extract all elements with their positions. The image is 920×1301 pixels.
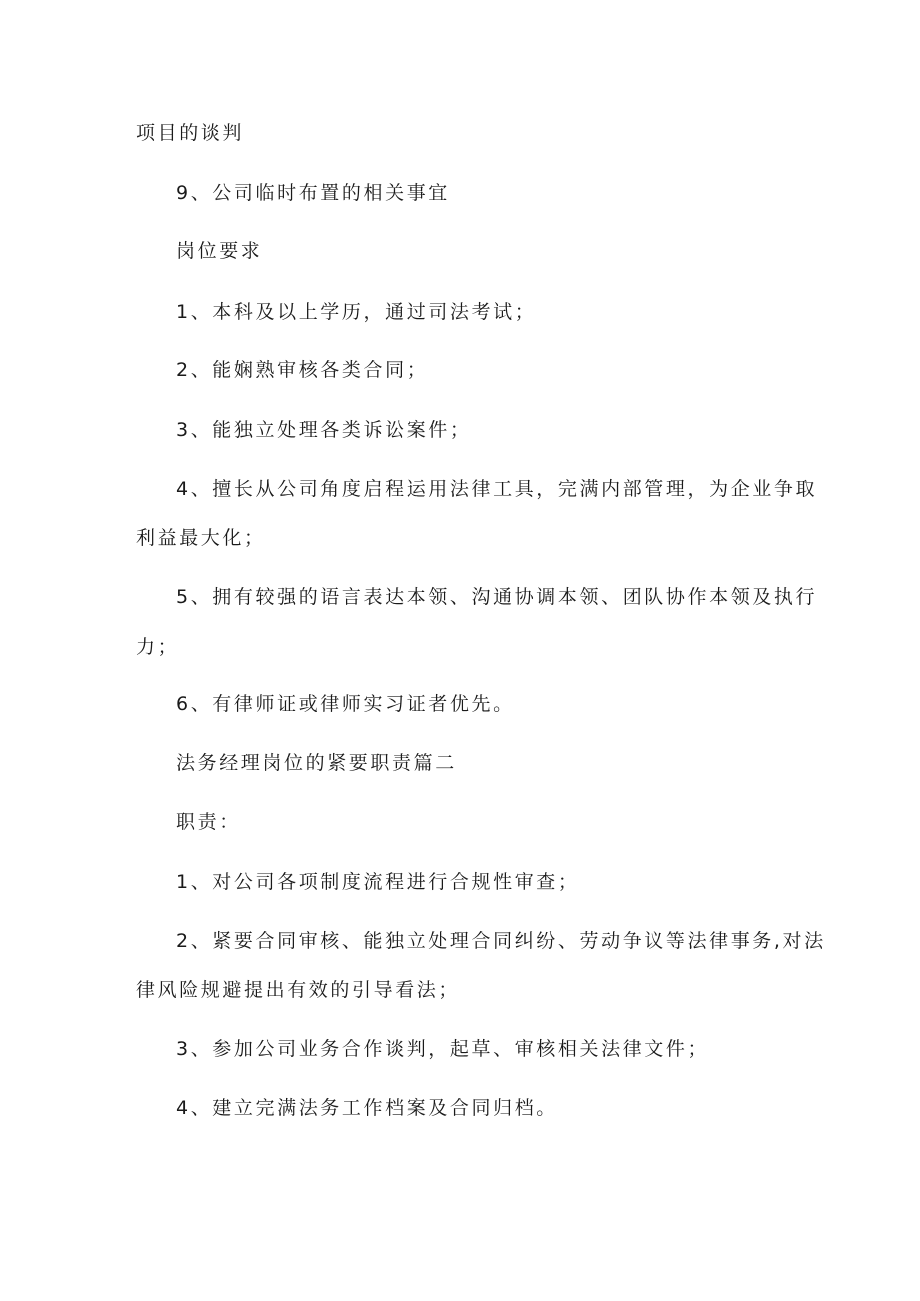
list-item: 2、能娴熟审核各类合同； (176, 359, 429, 381)
list-item-continuation: 力； (136, 636, 180, 658)
list-item: 3、能独立处理各类诉讼案件； (176, 419, 472, 441)
list-item: 1、对公司各项制度流程进行合规性审查； (176, 871, 580, 893)
section-heading: 岗位要求 (176, 240, 263, 262)
list-item-continuation: 利益最大化； (136, 527, 266, 549)
text-line: 9、公司临时布置的相关事宜 (176, 182, 450, 204)
list-item: 4、擅长从公司角度启程运用法律工具，完满内部管理，为企业争取 (176, 478, 818, 500)
section-heading: 职责： (176, 811, 241, 833)
list-item: 4、建立完满法务工作档案及合同归档。 (176, 1097, 558, 1119)
list-item: 2、紧要合同审核、能独立处理合同纠纷、劳动争议等法律事务,对法 (176, 930, 826, 952)
list-item: 1、本科及以上学历，通过司法考试； (176, 301, 537, 323)
section-heading: 法务经理岗位的紧要职责篇二 (176, 752, 457, 774)
list-item-continuation: 律风险规避提出有效的引导看法； (136, 979, 461, 1001)
list-item: 6、有律师证或律师实习证者优先。 (176, 693, 515, 715)
text-line: 项目的谈判 (136, 122, 245, 144)
list-item: 5、拥有较强的语言表达本领、沟通协调本领、团队协作本领及执行 (176, 586, 818, 608)
list-item: 3、参加公司业务合作谈判，起草、审核相关法律文件； (176, 1038, 710, 1060)
